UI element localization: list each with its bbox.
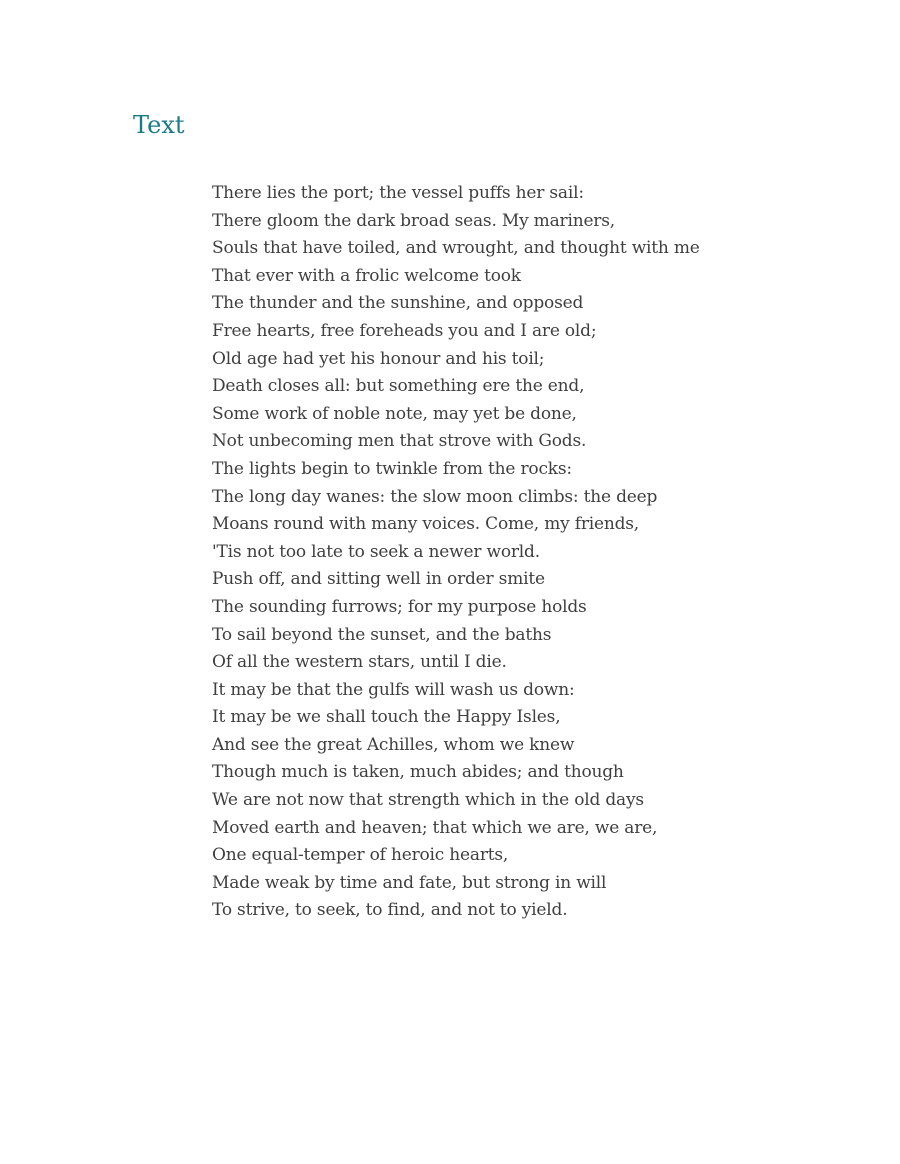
- poem-line: And see the great Achilles, whom we knew: [212, 734, 575, 755]
- poem-line: There gloom the dark broad seas. My mariners,: [212, 210, 615, 231]
- poem-line: Of all the western stars, until I die.: [212, 652, 507, 673]
- poem-line: We are not now that strength which in the old days: [212, 790, 644, 811]
- poem-line: Souls that have toiled, and wrought, and thought with me: [212, 238, 700, 259]
- poem-line: Though much is taken, much abides; and though: [212, 762, 624, 783]
- poem-line: Made weak by time and fate, but strong in will: [212, 872, 607, 893]
- poem-line: 'Tis not too late to seek a newer world.: [212, 541, 540, 562]
- poem-line: Moans round with many voices. Come, my friends,: [212, 514, 640, 535]
- poem-line: The thunder and the sunshine, and opposed: [212, 293, 584, 314]
- poem-block: [212, 180, 700, 925]
- poem-line: To strive, to seek, to find, and not to yield.: [212, 900, 568, 921]
- poem-line: There lies the port; the vessel puffs her sail:: [212, 183, 584, 203]
- poem-line: The sounding furrows; for my purpose holds: [212, 596, 587, 617]
- poem-line: One equal-temper of heroic hearts,: [212, 845, 509, 866]
- poem-line: To sail beyond the sunset, and the baths: [212, 624, 552, 645]
- poem-line: The long day wanes: the slow moon climbs: the deep: [212, 486, 658, 507]
- poem-line: The lights begin to twinkle from the rocks:: [212, 458, 572, 479]
- poem-line: Some work of noble note, may yet be done,: [212, 403, 577, 424]
- poem-line: Death closes all: but something ere the end,: [212, 376, 585, 397]
- section-heading: Text: [133, 111, 185, 139]
- poem-line: That ever with a frolic welcome took: [212, 265, 521, 286]
- poem-line: It may be that the gulfs will wash us down:: [212, 679, 575, 700]
- poem-line: Free hearts, free foreheads you and I are old;: [212, 320, 597, 341]
- poem-line: Not unbecoming men that strove with Gods.: [212, 431, 587, 452]
- poem-line: Moved earth and heaven; that which we are, we are,: [212, 817, 658, 838]
- poem-line: It may be we shall touch the Happy Isles,: [212, 707, 561, 728]
- poem-line: Push off, and sitting well in order smite: [212, 569, 545, 590]
- poem-line: Old age had yet his honour and his toil;: [212, 348, 545, 369]
